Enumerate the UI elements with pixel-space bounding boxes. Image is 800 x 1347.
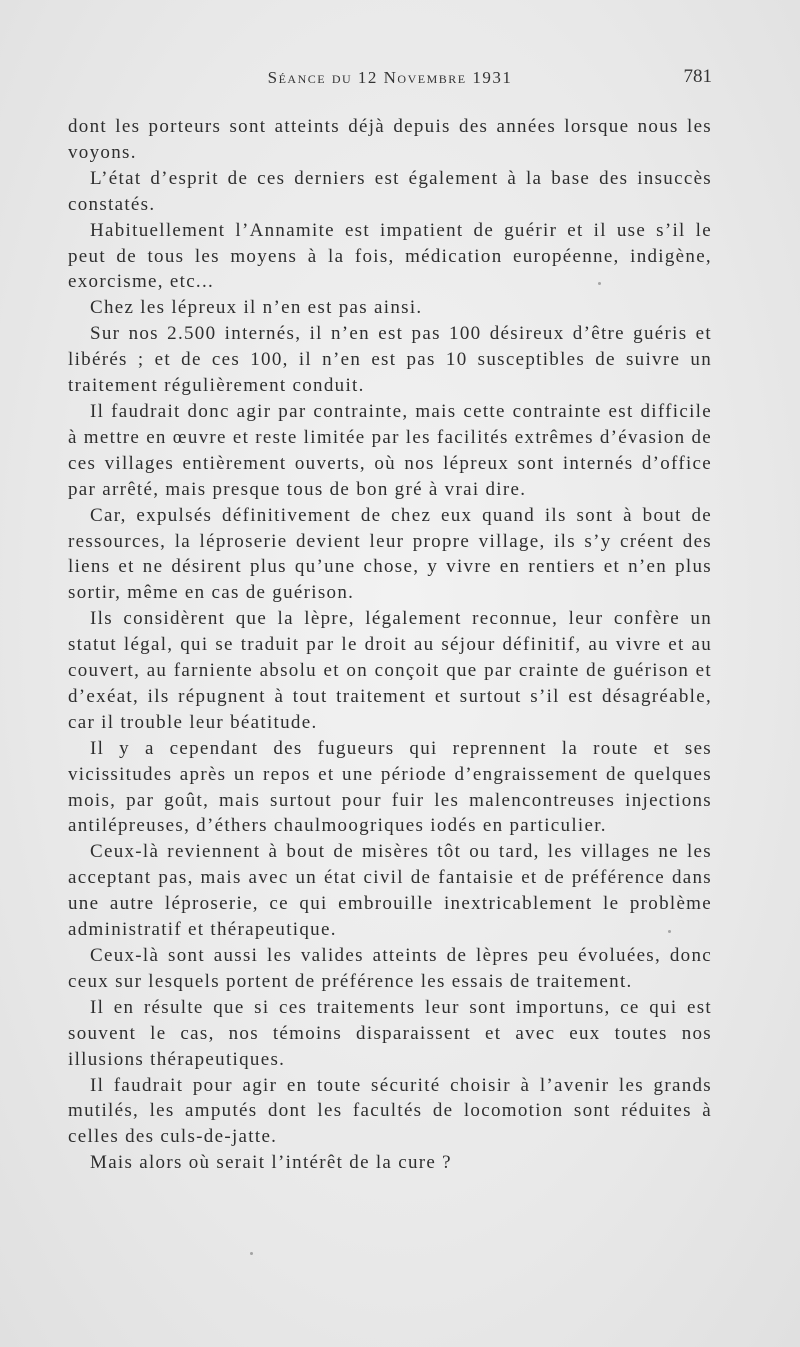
page-number: 781 (683, 66, 712, 87)
paragraph: Il faudrait donc agir par contrainte, mais cette contrainte est difficile à mettre en œuvre et reste limitée par les facilités extrêmes d’évasion de ces villages entièrement ouverts, où nos lépreux sont internés d’office par arrêté, mais presque tous de bon gré à vrai dire. (68, 400, 712, 500)
paragraph: Ils considèrent que la lèpre, légalement reconnue, leur confère un statut légal, qui se traduit par le droit au séjour définitif, au vivre et au couvert, au farniente absolu et on conçoit que par crainte de guérison et d’exéat, ils répugnent à tout traitement et surtout s’il est désagréable, car il trouble leur béatitude. (68, 608, 712, 733)
paragraph: Il en résulte que si ces traitements leur sont importuns, ce qui est souvent le cas, nos témoins disparaissent et avec eux toutes nos illusions thérapeutiques. (68, 996, 712, 1070)
paragraph: Sur nos 2.500 internés, il n’en est pas 100 désireux d’être guéris et libérés ; et de ces 100, il n’en est pas 10 susceptibles de suivre un traitement régulièrement conduit. (68, 323, 712, 397)
paragraph: Mais alors où serait l’intérêt de la cure ? (90, 1152, 452, 1174)
paper-speck (668, 930, 671, 933)
page-header (68, 64, 712, 92)
paragraph: Chez les lépreux il n’en est pas ainsi. (90, 297, 423, 319)
paragraph: Il faudrait pour agir en toute sécurité choisir à l’avenir les grands mutilés, les amputés dont les facultés de locomotion sont réduites à celles des culs-de-jatte. (68, 1074, 712, 1148)
paragraph: Habituellement l’Annamite est impatient de guérir et il use s’il le peut de tous les moyens à la fois, médication européenne, indigène, exorcisme, etc... (68, 219, 712, 293)
paragraph: Ceux-là sont aussi les valides atteints de lèpres peu évoluées, donc ceux sur lesquels portent de préférence les essais de traitement. (68, 945, 712, 992)
paragraph: Car, expulsés définitivement de chez eux quand ils sont à bout de ressources, la léproserie devient leur propre village, ils s’y créent des liens et ne désirent plus qu’une chose, y vivre en rentiers et n’en plus sortir, même en cas de guérison. (68, 504, 712, 604)
paragraph: L’état d’esprit de ces derniers est également à la base des insuccès constatés. (68, 167, 712, 215)
paragraph: Il y a cependant des fugueurs qui reprennent la route et ses vicissitudes après un repos et une période d’engraissement de quelques mois, par goût, mais surtout pour fuir les malencontreuses injections antilépreuses, d’éthers chaulmoogriques iodés en particulier. (68, 737, 712, 837)
paragraph: Ceux-là reviennent à bout de misères tôt ou tard, les villages ne les acceptant pas, mais avec un état civil de fantaisie et de préférence dans une autre léproserie, ce qui embrouille inextricablement le problème administratif et thérapeutique. (68, 841, 712, 941)
paper-speck (250, 1252, 253, 1255)
body-text (68, 114, 712, 1176)
paper-speck (598, 282, 601, 285)
paragraph: dont les porteurs sont atteints déjà depuis des années lorsque nous les voyons. (68, 116, 712, 163)
running-title: Séance du 12 Novembre 1931 (267, 68, 513, 87)
